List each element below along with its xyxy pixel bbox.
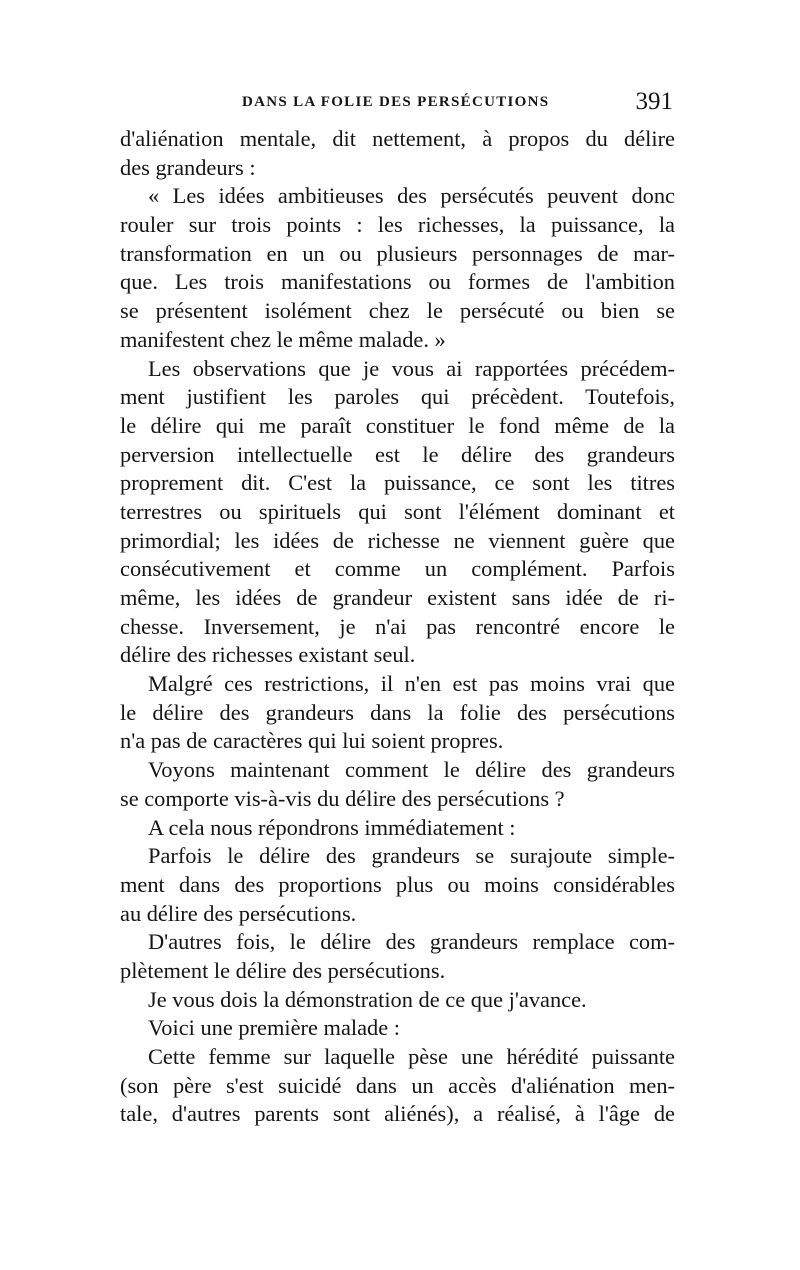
text-line: n'a pas de caractères qui lui soient propres. xyxy=(120,728,504,754)
text-line: consécutivement et comme un complément. Parfois xyxy=(120,556,675,582)
text-line: d'aliénation mentale, dit nettement, à propos du délire xyxy=(120,126,675,151)
text-line: le délire qui me paraît constituer le fond même de la xyxy=(120,412,675,438)
text-line: que. Les trois manifestations ou formes de l'ambition xyxy=(120,269,675,295)
text-line: Malgré ces restrictions, il n'en est pas moins vrai que xyxy=(148,671,675,697)
running-header xyxy=(120,88,675,122)
text-line: perversion intellectuelle est le délire des grandeurs xyxy=(120,441,675,467)
text-line: Les observations que je vous ai rapportées précédem- xyxy=(148,355,675,381)
text-line: manifestent chez le même malade. » xyxy=(120,326,446,352)
text-line: se comporte vis-à-vis du délire des persécutions ? xyxy=(120,785,565,811)
text-line: Parfois le délire des grandeurs se surajoute simple- xyxy=(148,843,675,869)
text-line: chesse. Inversement, je n'ai pas rencontré encore le xyxy=(120,613,675,639)
text-line: primordial; les idées de richesse ne viennent guère que xyxy=(120,527,675,553)
text-line: Cette femme sur laquelle pèse une hérédité puissante xyxy=(148,1044,675,1069)
text-line: rouler sur trois points : les richesses, la puissance, la xyxy=(120,212,675,238)
text-line: (son père s'est suicidé dans un accès d'aliénation men- xyxy=(120,1072,675,1098)
text-line: terrestres ou spirituels qui sont l'élément dominant et xyxy=(120,498,675,524)
text-line: plètement le délire des persécutions. xyxy=(120,957,446,983)
text-line: ment dans des proportions plus ou moins considérables xyxy=(120,871,675,897)
text-line: « Les idées ambitieuses des persécutés peuvent donc xyxy=(148,183,675,209)
page-number: 391 xyxy=(635,88,673,115)
text-line: A cela nous répondrons immédiatement : xyxy=(148,814,516,840)
text-line: le délire des grandeurs dans la folie des persécutions xyxy=(120,699,675,725)
text-line: Je vous dois la démonstration de ce que j'avance. xyxy=(148,986,587,1012)
text-line: au délire des persécutions. xyxy=(120,900,357,926)
text-line: transformation en un ou plusieurs personnages de mar- xyxy=(120,240,675,266)
text-line: proprement dit. C'est la puissance, ce sont les titres xyxy=(120,470,675,496)
text-line: Voyons maintenant comment le délire des grandeurs xyxy=(148,757,675,783)
text-line: ment justifient les paroles qui précèdent. Toutefois, xyxy=(120,384,675,410)
text-line: même, les idées de grandeur existent sans idée de ri- xyxy=(120,585,675,610)
text-line: Voici une première malade : xyxy=(148,1015,401,1041)
running-title: DANS LA FOLIE DES PERSÉCUTIONS xyxy=(242,94,550,110)
text-line: délire des richesses existant seul. xyxy=(120,642,416,668)
text-line: tale, d'autres parents sont aliénés), a réalisé, à l'âge de xyxy=(120,1101,675,1127)
text-line: D'autres fois, le délire des grandeurs remplace com- xyxy=(148,929,675,955)
text-line: se présentent isolément chez le persécuté ou bien se xyxy=(120,298,675,324)
text-line: des grandeurs : xyxy=(120,154,256,180)
body-text xyxy=(120,125,675,1129)
